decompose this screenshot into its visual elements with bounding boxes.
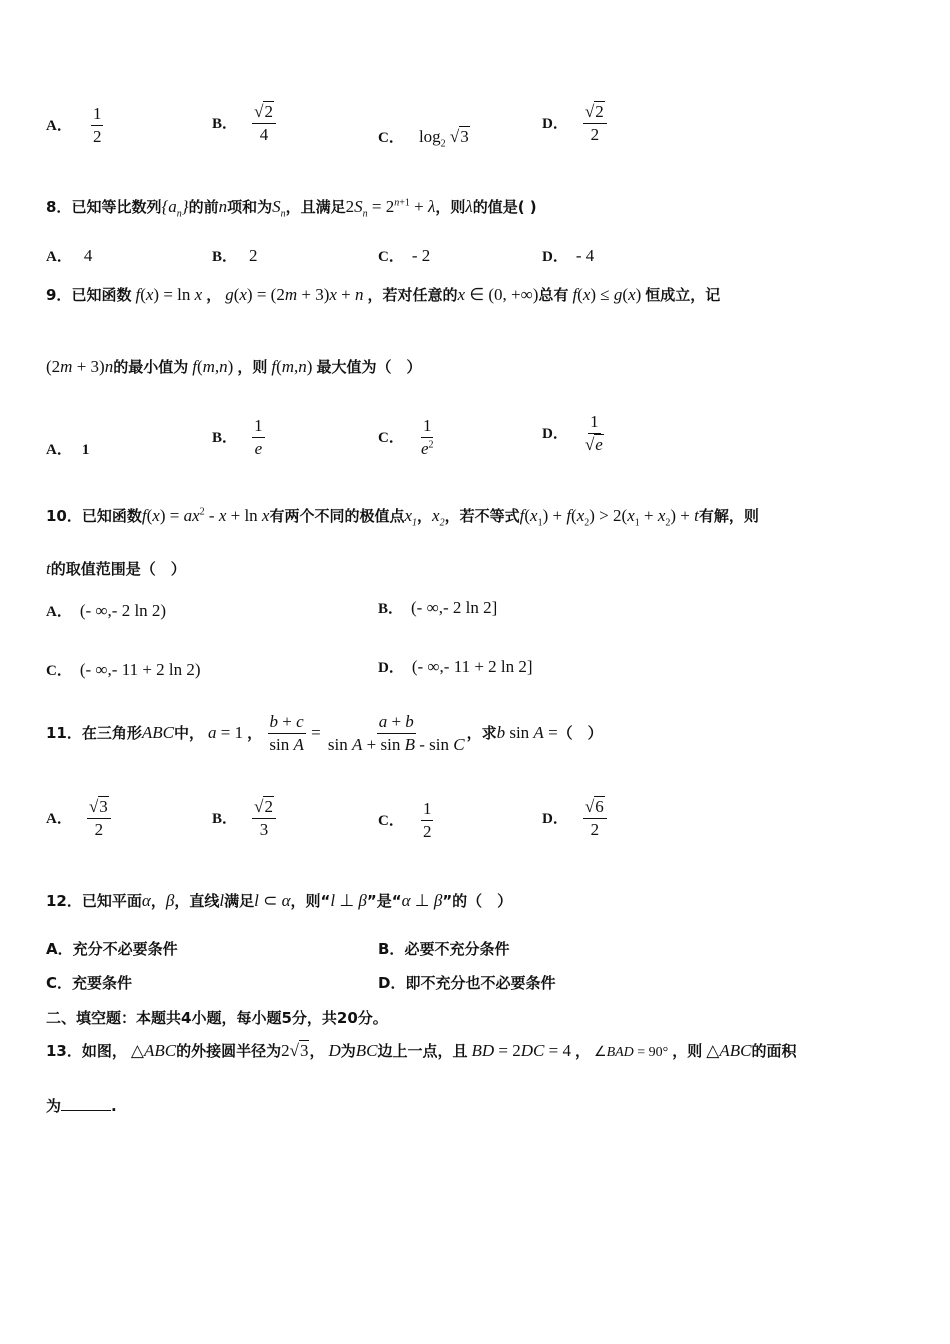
q9-option-b: B． $\frac{1}{e}$	[212, 416, 263, 458]
q7-option-b: B． $\frac{√2}{4}$	[212, 102, 276, 145]
q8-option-b: B． 2	[212, 246, 258, 265]
q13-stem-line2: 为 .	[46, 1097, 117, 1115]
q10-stem-line2: t的取值范围是（ ）	[46, 559, 186, 578]
answer-blank[interactable]	[61, 1110, 111, 1111]
q10-stem-line1: 10．已知函数$f(x) = ax^2 - x + \ln x$有两个不同的极值点$x_1$，$x_2$，若不等式$f(x_1) + f(x_2) > 2(x_1 + x_2) + t$有解，则	[46, 506, 759, 529]
q9-option-a: A． 1	[46, 442, 90, 458]
q9-option-d: D． $\frac{1}{√e}$	[542, 412, 603, 454]
q7-option-d: D． $\frac{√2}{2}$	[542, 102, 607, 145]
q9-stem-line2: (2m + 3)n的最小值为 f(m,n) ，则 f(m,n) 最大值为（ ）	[46, 357, 422, 376]
q12-stem: 12．已知平面α，β，直线l满足l ⊂ α，则“l ⊥ β”是“α ⊥ β”的（ ）	[46, 891, 513, 910]
q10-option-b: B． (- ∞,- 2 ln 2]	[378, 598, 498, 617]
q9-option-c: C． $\frac{1}{e^2}$	[378, 416, 434, 458]
q13-stem-line1: 13．如图， △ABC的外接圆半径为2√3， D为BC边上一点，且 BD = 2DC = 4 ， ∠BAD = 90° ，则 △ABC的面积	[46, 1041, 797, 1060]
q12-option-a: A．充分不必要条件	[46, 940, 178, 958]
q9-stem-line1: 9．已知函数 f(x) = ln x ， g(x) = (2m + 3)x + n ，若对任意的x ∈ (0, +∞)总有 f(x) ≤ g(x) 恒成立，记	[46, 285, 721, 304]
q8-option-c: C． - 2	[378, 246, 431, 265]
section-heading: 二、填空题：本题共4小题，每小题5分，共20分。	[46, 1009, 388, 1027]
q12-option-b: B．必要不充分条件	[378, 940, 510, 958]
q8-option-d: D． - 4	[542, 246, 595, 265]
q10-option-a: A． (- ∞,- 2 ln 2)	[46, 601, 167, 620]
q7-option-a: A． $\frac{1}{2}$	[46, 104, 102, 146]
q10-option-c: C． (- ∞,- 11 + 2 ln 2)	[46, 660, 201, 679]
q8-stem: 8．已知等比数列$\{a_n\}$的前n项和为$S_n$，且满足$2S_n = 2^{n+1} + \lambda$，则λ的值是( )	[46, 197, 537, 220]
q10-option-d: D． (- ∞,- 11 + 2 ln 2]	[378, 657, 533, 676]
q8-option-a: A． 4	[46, 246, 93, 265]
q11-option-a: A． $\frac{√3}{2}$	[46, 797, 111, 840]
q12-option-c: C．充要条件	[46, 974, 133, 992]
q11-option-d: D． $\frac{√6}{2}$	[542, 797, 607, 840]
q11-stem: 11．在三角形ABC中， a = 1 ， $\frac{b + c}{\text{sin A}}$ = $\frac{a + b}{\text{sin A + sin B - sin C}}$ ，求b sin A =（ ）	[46, 712, 603, 754]
q11-option-c: C． $\frac{1}{2}$	[378, 799, 432, 841]
q7-option-c: C． $\log_2 √3$	[378, 127, 469, 150]
q12-option-d: D．即不充分也不必要条件	[378, 974, 556, 992]
q11-option-b: B． $\frac{√2}{3}$	[212, 797, 276, 840]
